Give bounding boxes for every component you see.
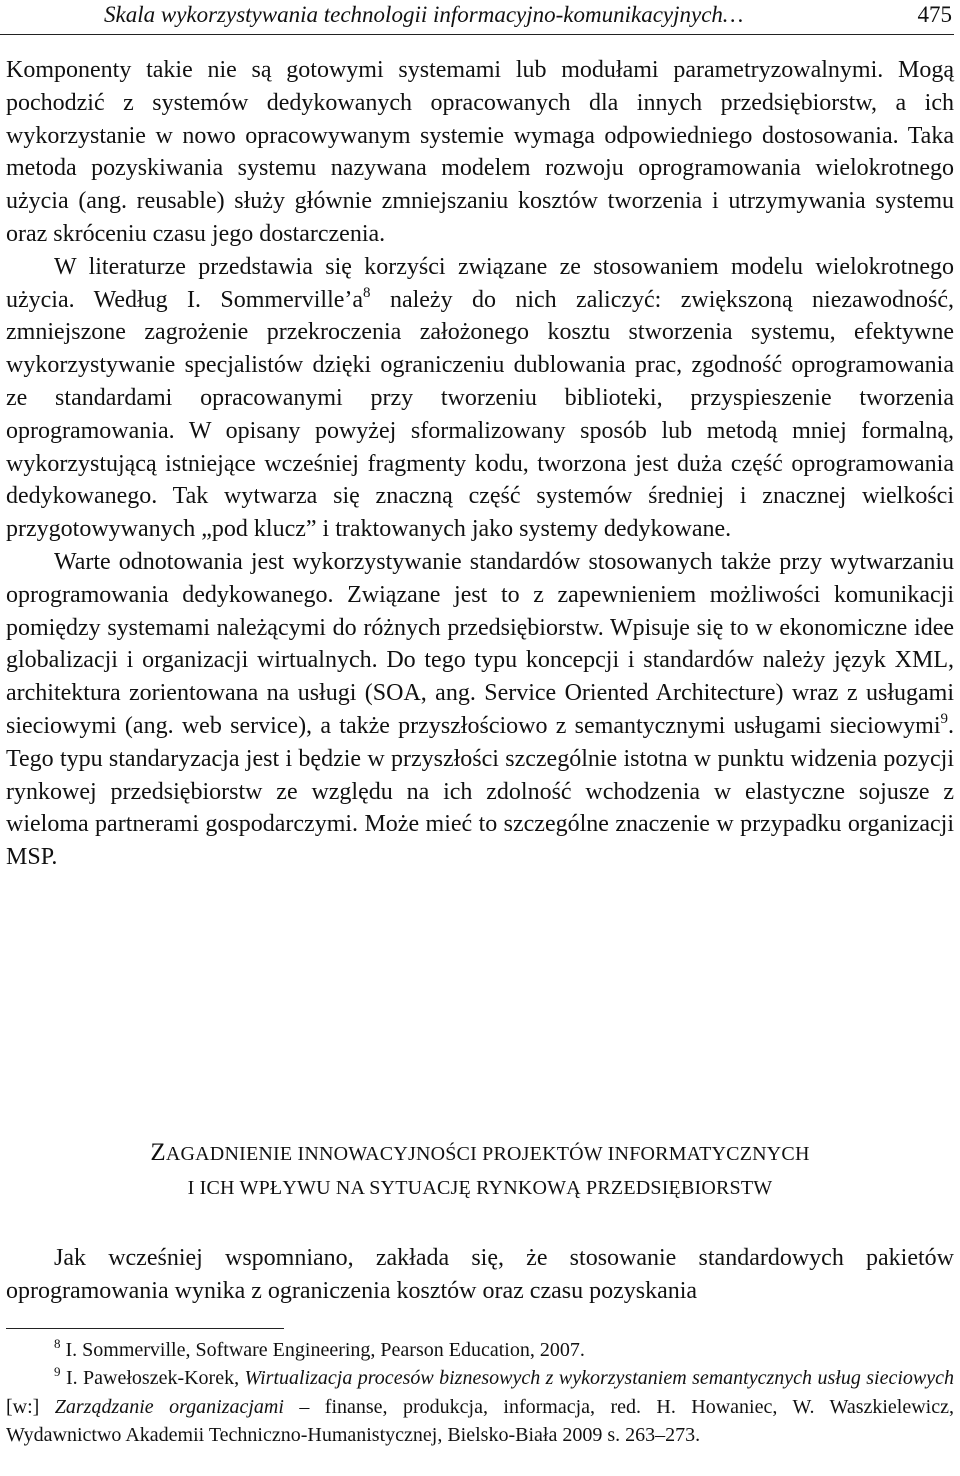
footnote-8 (6, 1336, 954, 1364)
footnote-8-text: I. Sommerville, Software Engineering, Pearson Education, 2007. (60, 1339, 585, 1361)
footnote-9-in: [w:] (6, 1395, 55, 1418)
paragraph-benefits-rest: należy do nich zaliczyć: zwiększoną niezawodność, zmniejszone zagrożenie przekroczenia założonego kosztu stworzenia systemu, efektywne wykorzystywanie specjalistów dzięki ograniczeniu dublowania prac, zgodność oprogramowania ze standardami opracowanymi przy tworzeniu biblioteki, przyspieszenie tworzenia oprogramowania. W opisany powyżej sformalizowany sposób lub metodą mniej formalną, wykorzystującą istniejące wcześniej fragmenty kodu, tworzona jest duża część oprogramowania dedykowanego. Tak wytwarza się znaczną część systemów średniej i znacznej wielkości przygotowywanych „pod klucz” i traktowanych jako systemy dedykowane. (6, 286, 954, 543)
running-title: Skala wykorzystywania technologii informacyjno-komunikacyjnych… (104, 2, 744, 27)
paragraph-benefits (6, 251, 954, 546)
section-heading-line1: ZAGADNIENIE INNOWACYJNOŚCI PROJEKTÓW INFORMATYCZNYCH (150, 1139, 810, 1166)
section-heading-line2: I ICH WPŁYWU NA SYTUACJĘ RYNKOWĄ PRZEDSIĘBIORSTW (187, 1177, 773, 1199)
page-number: 475 (917, 2, 952, 27)
paragraph-standards-rest: . Tego typu standaryzacja jest i będzie w przyszłości szczególnie istotna w punktu widzenia pozycji rynkowej przedsiębiorstw ze względu na ich zdolność wchodzenia w elastyczne sojusze z wieloma partnerami gospodarczymi. Może mieć to szczególne znaczenie w przypadku organizacji MSP. (6, 712, 954, 871)
running-header (0, 0, 954, 35)
paragraph-standards (6, 546, 954, 874)
footnote-9-title: Wirtualizacja procesów biznesowych z wykorzystaniem semantycznych usług sieciowych (244, 1367, 954, 1390)
footnote-9 (6, 1364, 954, 1449)
section-heading (0, 1136, 960, 1205)
footnote-9-rest: – finanse, produkcja, informacja, red. H. Howaniec, W. Waszkielewicz, Wydawnictwo Akademii Techniczno-Humanistycznej, Bielsko-Biała 2009 s. 263–273. (6, 1395, 954, 1447)
paragraph-standards-start: Warte odnotowania jest wykorzystywanie standardów stosowanych także przy wytwarzaniu oprogramowania dedykowanego. Związane jest to z zapewnieniem możliwości komunikacji pomiędzy systemami należącymi do różnych przedsiębiorstw. Wpisuje się to w ekonomiczne idee globalizacji i organizacji wirtualnych. Do tego typu koncepcji i standardów należy język XML, architektura zorientowana na usługi (SOA, ang. Service Oriented Architecture) wraz z usługami sieciowymi (ang. web service), a także przyszłościowo z semantycznymi usługami sieciowymi (6, 548, 954, 739)
footnote-ref-9[interactable]: 9 (940, 710, 948, 727)
footnote-ref-8[interactable]: 8 (363, 284, 371, 301)
footnote-9-number: 9 (54, 1364, 61, 1380)
section-paragraph: Jak wcześniej wspomniano, zakłada się, że stosowanie standardowych pakietów oprogramowania wynika z ograniczenia kosztów oraz czasu pozyskania (6, 1245, 954, 1304)
body-text (6, 54, 954, 874)
footnote-8-number: 8 (54, 1336, 61, 1351)
paragraph-components: Komponenty takie nie są gotowymi systemami lub modułami parametryzowalnymi. Mogą pochodzić z systemów dedykowanych opracowanych dla innych przedsiębiorstw, a ich wykorzystanie w nowo opracowywanym systemie wymaga odpowiedniego dostosowania. Taka metoda pozyskiwania systemu nazywana modelem rozwoju oprogramowania wielokrotnego użycia (ang. reusable) służy głównie zmniejszaniu kosztów tworzenia i utrzymywania systemu oraz skróceniu czasu jego dostarczenia. (6, 57, 954, 247)
footnotes (6, 1336, 954, 1450)
footnote-divider (6, 1328, 284, 1329)
section-body (6, 1242, 954, 1308)
footnote-9-author: I. Pawełoszek-Korek, (60, 1367, 245, 1390)
paragraph-benefits-start: W literaturze przedstawia się korzyści związane ze stosowaniem modelu wielokrotnego użycia. Według I. Sommerville’a (6, 253, 954, 313)
footnote-9-book: Zarządzanie organizacjami (54, 1395, 284, 1418)
